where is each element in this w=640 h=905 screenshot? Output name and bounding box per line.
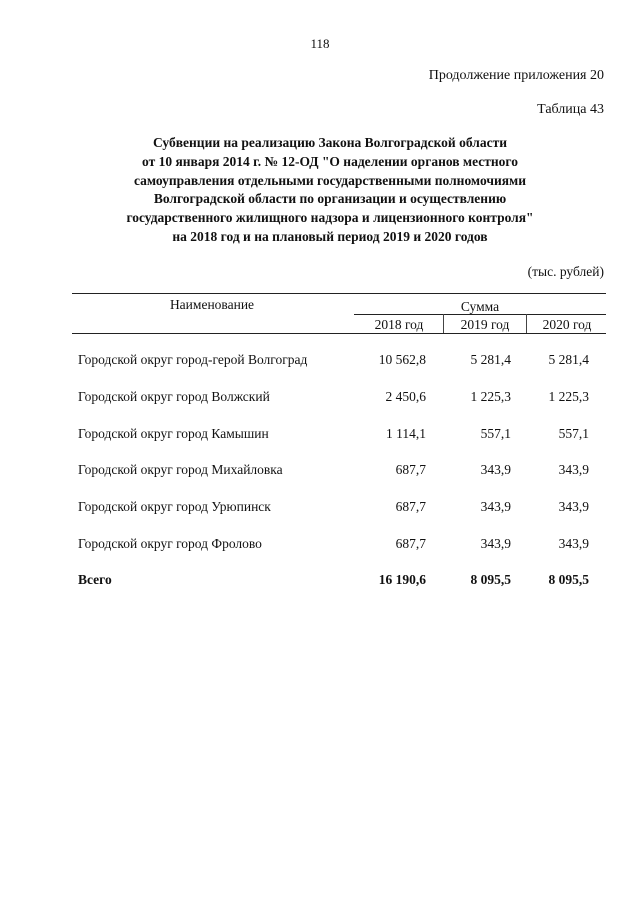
total-2018: 16 190,6 xyxy=(378,572,426,587)
title-line: от 10 января 2014 г. № 12-ОД "О наделении органов местного xyxy=(142,153,518,169)
table-row xyxy=(0,389,640,409)
value-2020: 557,1 xyxy=(558,426,589,441)
table-row xyxy=(0,536,640,556)
header-year-2019: 2019 год xyxy=(460,317,510,332)
title-line: государственного жилищного надзора и лицензионного контроля" xyxy=(126,210,534,226)
table-number: Таблица 43 xyxy=(537,102,604,117)
total-2019: 8 095,5 xyxy=(470,572,511,587)
value-2020: 343,9 xyxy=(558,462,589,477)
value-2020: 343,9 xyxy=(558,499,589,514)
value-2019: 557,1 xyxy=(480,426,511,441)
value-2018: 687,7 xyxy=(395,499,426,514)
appendix-note: Продолжение приложения 20 xyxy=(428,68,604,83)
value-2020: 5 281,4 xyxy=(548,352,589,367)
value-2018: 2 450,6 xyxy=(385,389,426,404)
header-name: Наименование xyxy=(169,297,255,312)
table-header-bottom-rule xyxy=(72,333,606,334)
header-year-2020: 2020 год xyxy=(542,317,592,332)
total-label: Всего xyxy=(78,572,112,587)
units-label: (тыс. рублей) xyxy=(527,264,604,279)
value-2019: 343,9 xyxy=(480,462,511,477)
value-2019: 5 281,4 xyxy=(470,352,511,367)
value-2018: 10 562,8 xyxy=(378,352,426,367)
table-row xyxy=(0,426,640,446)
header-sum: Сумма xyxy=(460,299,500,314)
value-2019: 343,9 xyxy=(480,536,511,551)
value-2018: 687,7 xyxy=(395,536,426,551)
value-2019: 343,9 xyxy=(480,499,511,514)
value-2020: 1 225,3 xyxy=(548,389,589,404)
row-name: Городской округ город Волжский xyxy=(78,389,270,404)
header-year-2018: 2018 год xyxy=(374,317,424,332)
value-2018: 687,7 xyxy=(395,462,426,477)
title-line: Субвенции на реализацию Закона Волгоградской области xyxy=(153,135,507,150)
title-line: на 2018 год и на плановый период 2019 и 2020 годов xyxy=(172,228,488,244)
document-title xyxy=(80,134,580,247)
row-name: Городской округ город Урюпинск xyxy=(78,499,271,514)
table-total-row xyxy=(0,572,640,592)
value-2019: 1 225,3 xyxy=(470,389,511,404)
row-name: Городской округ город Камышин xyxy=(78,426,269,441)
row-name: Городской округ город-герой Волгоград xyxy=(78,352,308,367)
table-top-rule xyxy=(72,293,606,294)
row-name: Городской округ город Фролово xyxy=(78,536,262,551)
title-line: Волгоградской области по организации и осуществлению xyxy=(153,191,507,207)
value-2020: 343,9 xyxy=(558,536,589,551)
table-row xyxy=(0,462,640,482)
table-row xyxy=(0,352,640,372)
value-2018: 1 114,1 xyxy=(386,426,426,441)
page-number: 118 xyxy=(310,36,330,51)
table-row xyxy=(0,499,640,519)
row-name: Городской округ город Михайловка xyxy=(78,462,283,477)
total-2020: 8 095,5 xyxy=(548,572,589,587)
title-line: самоуправления отдельными государственными полномочиями xyxy=(133,172,527,188)
